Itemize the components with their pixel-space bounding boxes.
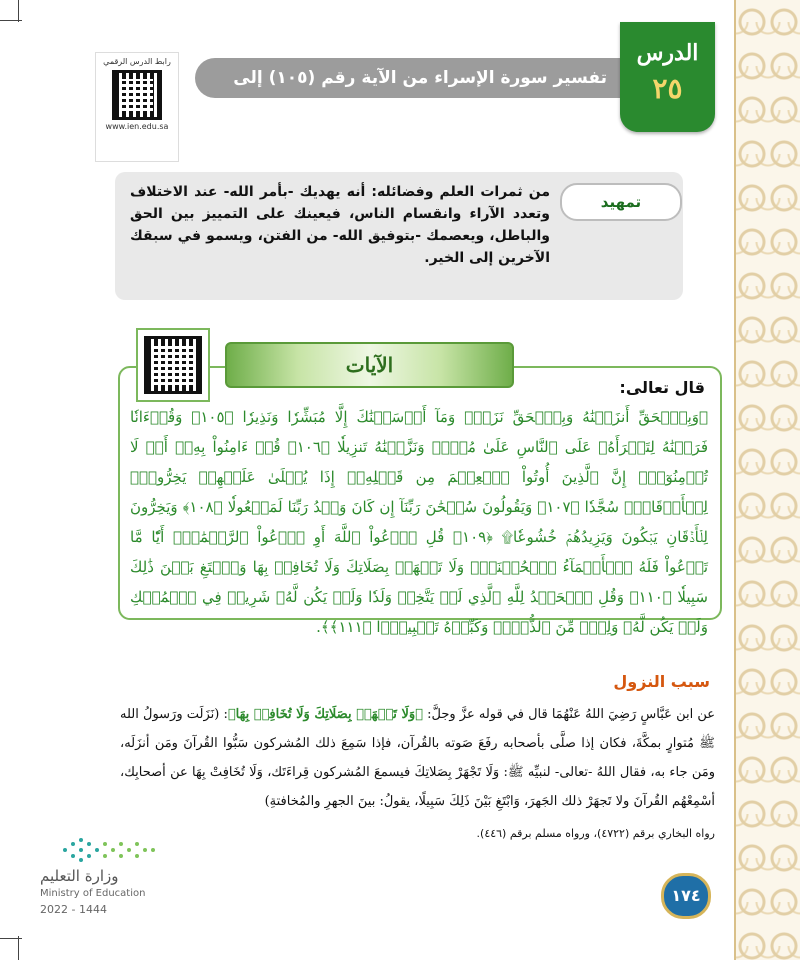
digital-lesson-qr-card[interactable] (95, 52, 179, 162)
lesson-tag (620, 22, 715, 132)
ministry-name-ar: وزارة التعليم (40, 867, 119, 885)
page-number: ١٧٤ (661, 873, 711, 919)
lesson-title: تفسير سورة الإسراء من الآية رقم (١٠٥) إلى الآية رقم (١١١) (233, 68, 607, 128)
crop-mark (0, 20, 22, 21)
ministry-logo-icon (55, 830, 165, 868)
hadith-reference: رواه البخاري برقم (٤٧٢٢)، ورواه مسلم برقم (٤٤٦). (476, 827, 715, 840)
crop-mark (0, 938, 22, 939)
asbab-text (120, 700, 715, 816)
verses-banner: الآيات (225, 342, 514, 388)
verses-qr-card[interactable] (136, 328, 210, 402)
asbab-quote: ﴿وَلَا تَجۡهَرۡ بِصَلَاتِكَ وَلَا تُخَافِتۡ بِهَا﴾ (227, 707, 423, 722)
lesson-title-band (195, 58, 625, 128)
lesson-label: الدرس (636, 40, 699, 66)
lesson-number: ٢٥ (652, 72, 683, 105)
crop-mark (18, 0, 19, 22)
asbab-title: سبب النزول (613, 672, 710, 691)
decorative-border (736, 0, 800, 960)
intro-label: تمهيد (560, 183, 682, 221)
verses-lead: قال تعالى: (619, 378, 705, 397)
ministry-name-en: Ministry of Education (40, 888, 146, 899)
intro-text: من ثمرات العلم وفضائله: أنه يهديك -بأمر الله- عند الاختلاف وتعدد الآراء وانقسام الناس، فيعينك على التمييز بين الحق والباطل، ويعصمك -بتوفيق الله- من الفتن، ويسمو في سبقك الآخرين إلى الخير. (130, 184, 550, 266)
edition-year: 2022 - 1444 (40, 903, 107, 916)
asbab-intro: عن ابن عَبَّاسٍ رَضِيَ اللهُ عَنْهُمَا قال في قوله عزَّ وجلَّ: (422, 707, 716, 722)
verses-text: ﴿وَبِٱلۡحَقِّ أَنزَلۡنَٰهُ وَبِٱلۡحَقِّ نَزَلَۗ وَمَآ أَرۡسَلۡنَٰكَ إِلَّا مُبَشِّرٗا وَنَذِيرٗا ﴿١٠٥﴾ وَقُرۡءَانٗا فَرَقۡنَٰهُ لِتَقۡرَأَهُۥ عَلَى ٱلنَّاسِ عَلَىٰ مُكۡثٖ وَنَزَّلۡنَٰهُ تَنزِيلٗا ﴿١٠٦﴾ قُلۡ ءَامِنُواْ بِهِۦٓ أَوۡ لَا تُؤۡمِنُوٓاْۚ إِنَّ ٱلَّذِينَ أُوتُواْ ٱلۡعِلۡمَ مِن قَبۡلِهِۦٓ إِذَا يُتۡلَىٰ عَلَيۡهِمۡ يَخِرُّونَۤ لِلۡأَذۡقَانِۤ سُجَّدٗا ﴿١٠٧﴾ وَيَقُولُونَ سُبۡحَٰنَ رَبِّنَآ إِن كَانَ وَعۡدُ رَبِّنَا لَمَفۡعُولٗا ﴿١٠٨﴾ وَيَخِرُّونَ لِلۡأَذۡقَانِ يَبۡكُونَ وَيَزِيدُهُمۡ خُشُوعٗا۩ ﴿١٠٩﴾ قُلِ ٱدۡعُواْ ٱللَّهَ أَوِ ٱدۡعُواْ ٱلرَّحۡمَٰنَۖ أَيّٗا مَّا تَدۡعُواْ فَلَهُ ٱلۡأَسۡمَآءُ ٱلۡحُسۡنَىٰۚ وَلَا تَجۡهَرۡ بِصَلَاتِكَ وَلَا تُخَافِتۡ بِهَا وَٱبۡتَغِ بَيۡنَ ذَٰلِكَ سَبِيلٗا ﴿١١٠﴾ وَقُلِ ٱلۡحَمۡدُ لِلَّهِ ٱلَّذِي لَمۡ يَتَّخِذۡ وَلَدٗا وَلَمۡ يَكُن لَّهُۥ شَرِيكٞ فِي ٱلۡمُلۡكِ وَلَمۡ يَكُن لَّهُۥ وَلِيّٞ مِّنَ ٱلذُّلِّۖ وَكَبِّرۡهُ تَكۡبِيرَۢا ﴿١١١﴾﴾. (130, 408, 708, 636)
qr-url[interactable]: www.ien.edu.sa (105, 122, 169, 131)
crop-mark (18, 936, 19, 960)
qr-caption: رابط الدرس الرقمي (103, 57, 171, 66)
border-divider (734, 0, 736, 960)
qr-code-icon[interactable] (144, 336, 202, 394)
asbab-body: : (نَزَلَت ورَسولُ الله ﷺ مُتوارٍ بمكَّةَ، فكان إذا صلَّى بأصحابه رفَعَ صَوته بالقُرآن، فإذا سَمِعَ ذلك المُشركون سَبُّوا القُرآنَ ومَن أنزَلَه، ومَن جاء به، فقال اللهُ -تعالى- لنبيِّه ﷺ: وَلَا تَجْهَرْ بِصَلاتِكَ فيسمعَ المُشركون قِراءَتَك، وَلَا تُخَافِتْ بِهَا عن أصحابِك، أسْمِعْهُم القُرآنَ ولا تَجهَرْ ذلك الجَهرَ، وَابْتَغِ بَيْنَ ذَلِكَ سَبِيلًا، يقولُ: بينَ الجهرِ والمُخافتةِ) (120, 707, 715, 809)
qr-code-icon[interactable] (112, 70, 162, 120)
